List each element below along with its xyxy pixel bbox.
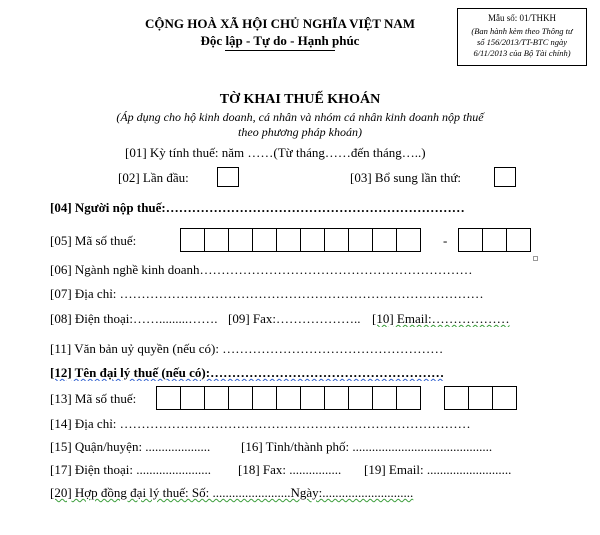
- form-note-line-1: (Ban hành kèm theo Thông tư: [471, 26, 573, 36]
- tax-code-cell[interactable]: [276, 228, 301, 252]
- tax-code-cell[interactable]: [324, 228, 349, 252]
- authorization-field[interactable]: [11] Văn bản uỷ quyền (nếu có): ……………………………………………: [50, 341, 444, 356]
- agent-tax-code-cells[interactable]: [156, 386, 421, 410]
- tax-code-label: [05] Mã số thuế:: [50, 233, 137, 248]
- agent-tax-code-suffix-cells[interactable]: [444, 386, 517, 410]
- tax-period-line: [01] Kỳ tính thuế: năm ……(Từ tháng……đến tháng…..): [125, 145, 426, 160]
- phone-field[interactable]: [08] Điện thoại:…….........…….: [50, 311, 218, 326]
- agent-tax-code-cell[interactable]: [276, 386, 301, 410]
- tax-code-cell[interactable]: [204, 228, 229, 252]
- tax-code-suffix-cell[interactable]: [482, 228, 507, 252]
- tax-agent-name-field[interactable]: [50, 365, 534, 381]
- agent-tax-code-label: [13] Mã số thuế:: [50, 391, 137, 406]
- tax-agent-name-text: [12] Tên đại lý thuế (nếu có):………………………………………………: [50, 365, 445, 380]
- agent-tax-code-cell[interactable]: [204, 386, 229, 410]
- form-code-label: Mẫu số: 01/THKH: [488, 13, 556, 23]
- agent-tax-code-cell[interactable]: [348, 386, 373, 410]
- national-motto: Độc lập - Tự do - Hạnh phúc: [200, 33, 360, 48]
- agent-email-field[interactable]: [19] Email: ..........................: [364, 462, 512, 477]
- agent-tax-code-cell[interactable]: [228, 386, 253, 410]
- tax-code-suffix-cell[interactable]: [506, 228, 531, 252]
- agent-tax-code-cell[interactable]: [396, 386, 421, 410]
- tax-code-cell[interactable]: [372, 228, 397, 252]
- agent-tax-code-cell[interactable]: [372, 386, 397, 410]
- district-field[interactable]: [15] Quận/huyện: ....................: [50, 439, 211, 454]
- agent-tax-code-cell[interactable]: [252, 386, 277, 410]
- tax-code-suffix-cell[interactable]: [458, 228, 483, 252]
- agent-tax-code-cell[interactable]: [300, 386, 325, 410]
- resize-handle: [533, 256, 538, 261]
- form-note-line-2: số 156/2013/TT-BTC ngày: [476, 37, 568, 47]
- province-field[interactable]: [16] Tỉnh/thành phố: ...........................................: [241, 439, 493, 454]
- agent-tax-code-cell[interactable]: [156, 386, 181, 410]
- supplement-label: [03] Bổ sung lần thứ:: [350, 170, 462, 185]
- tax-code-cell[interactable]: [300, 228, 325, 252]
- form-note-line-3: 6/11/2013 của Bộ Tài chính): [473, 48, 571, 58]
- agent-tax-code-suffix-cell[interactable]: [492, 386, 517, 410]
- tax-code-cell[interactable]: [228, 228, 253, 252]
- first-time-label: [02] Lần đầu:: [118, 170, 189, 185]
- supplement-checkbox[interactable]: [494, 167, 516, 187]
- first-time-checkbox[interactable]: [217, 167, 239, 187]
- form-subtitle-2: theo phương pháp khoán): [238, 125, 362, 139]
- address-field[interactable]: [07] Địa chỉ: …………………………………………………………………………: [50, 286, 484, 301]
- agent-contract-field[interactable]: [50, 485, 413, 501]
- tax-code-dash: -: [443, 233, 448, 248]
- tax-code-cell[interactable]: [348, 228, 373, 252]
- tax-code-cell[interactable]: [180, 228, 205, 252]
- agent-fax-field[interactable]: [18] Fax: ................: [238, 462, 342, 477]
- agent-contract-text: [20] Hợp đồng đại lý thuế: Số: ........................Ngày:............................: [50, 485, 414, 500]
- email-field[interactable]: [372, 311, 534, 327]
- tax-code-cell[interactable]: [252, 228, 277, 252]
- business-line-field[interactable]: [06] Ngành nghề kinh doanh………………………………………………………: [50, 262, 473, 277]
- agent-phone-field[interactable]: [17] Điện thoại: .......................: [50, 462, 212, 477]
- agent-tax-code-suffix-cell[interactable]: [468, 386, 493, 410]
- motto-underline: [225, 50, 335, 51]
- taxpayer-field[interactable]: [04] Người nộp thuế:……………………………………………………………: [50, 200, 465, 215]
- fax-field[interactable]: [09] Fax:………………..: [228, 311, 361, 326]
- tax-code-suffix-cells[interactable]: [458, 228, 531, 252]
- agent-address-field[interactable]: [14] Địa chỉ: ………………………………………………………………………: [50, 416, 471, 431]
- agent-tax-code-suffix-cell[interactable]: [444, 386, 469, 410]
- form-subtitle-1: (Áp dụng cho hộ kinh doanh, cá nhân và nhóm cá nhân kinh doanh nộp thuế: [116, 110, 484, 124]
- form-code-box: [457, 8, 587, 66]
- agent-tax-code-cell[interactable]: [180, 386, 205, 410]
- form-title: TỜ KHAI THUẾ KHOÁN: [219, 92, 381, 107]
- tax-code-cell[interactable]: [396, 228, 421, 252]
- email-field-text: [10] Email:………………: [372, 311, 510, 326]
- country-name: CỘNG HOÀ XÃ HỘI CHỦ NGHĨA VIỆT NAM: [144, 16, 416, 31]
- tax-code-cells[interactable]: [180, 228, 421, 252]
- agent-tax-code-cell[interactable]: [324, 386, 349, 410]
